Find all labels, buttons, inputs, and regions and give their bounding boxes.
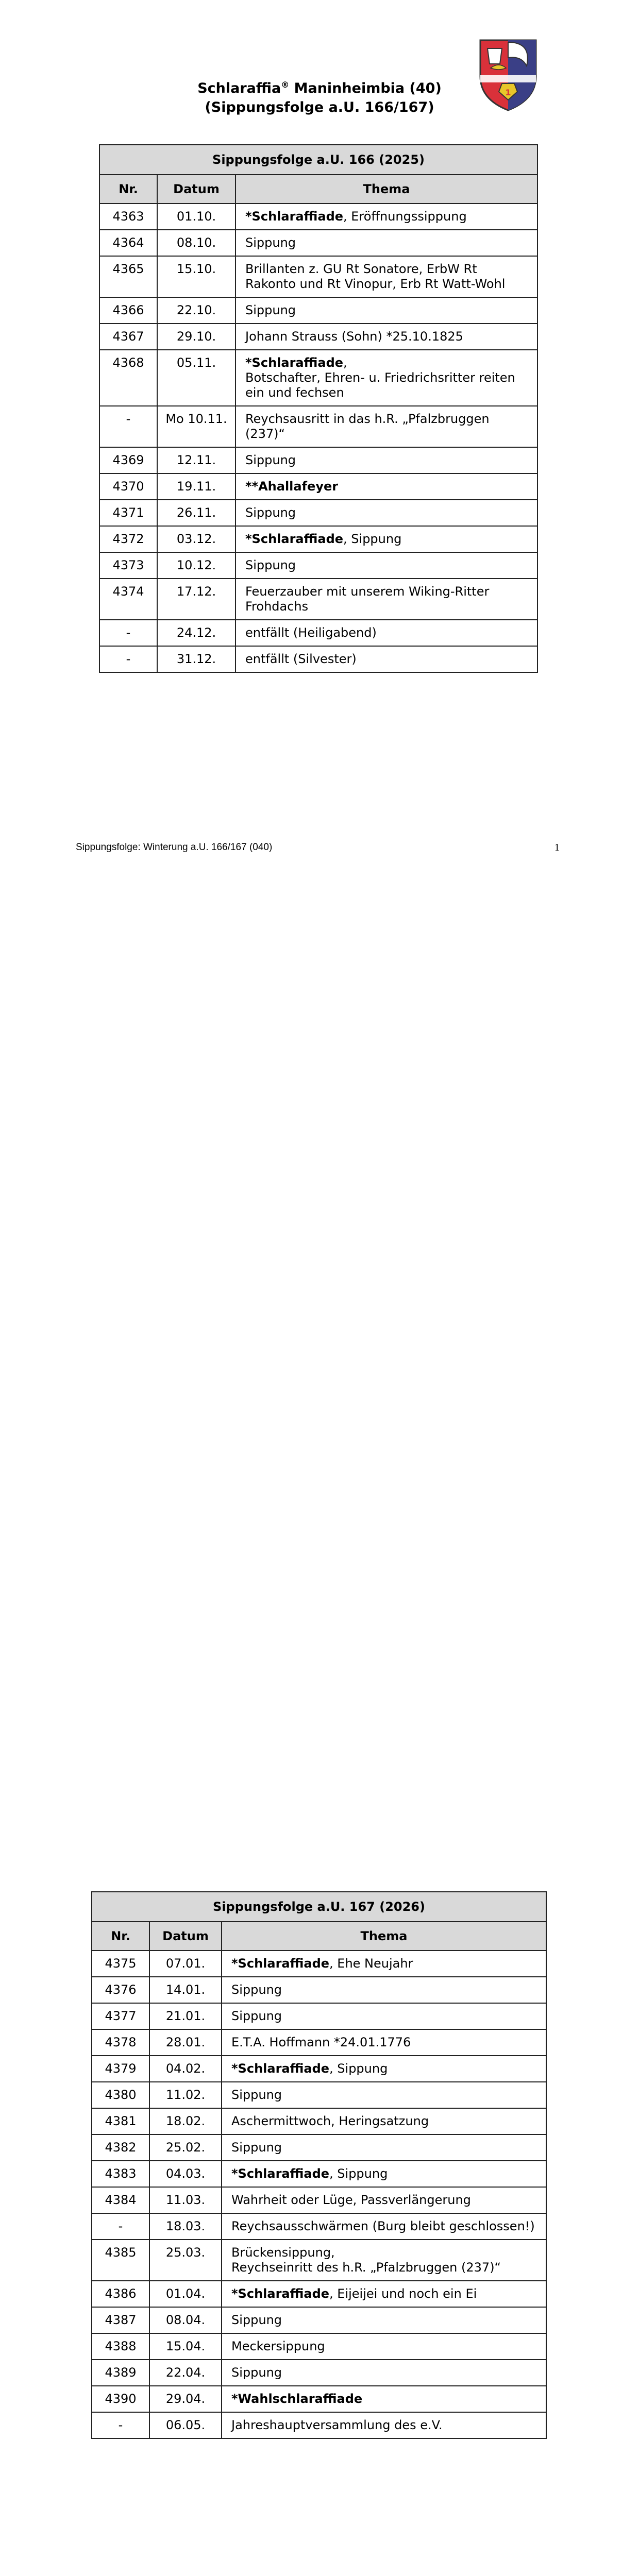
table-row — [99, 526, 537, 552]
sippung-date: 25.02. — [165, 2140, 206, 2155]
table-row — [99, 297, 537, 324]
cell-datum — [149, 2161, 222, 2187]
sippung-number: 4369 — [112, 453, 144, 467]
sippung-date: 01.04. — [165, 2286, 206, 2301]
sippung-date: 10.12. — [176, 558, 216, 572]
cell-datum — [149, 2386, 222, 2412]
table-row — [99, 620, 537, 646]
table-row — [92, 2161, 546, 2187]
cell-nr — [99, 552, 157, 579]
schedule-table-167 — [91, 1891, 547, 2439]
sippung-date: 18.02. — [165, 2114, 206, 2128]
cell-datum — [149, 2187, 222, 2213]
cell-nr — [99, 473, 157, 500]
sippung-number: - — [126, 652, 131, 666]
cell-thema — [222, 2281, 546, 2307]
sippung-date: 14.01. — [165, 1982, 206, 1997]
cell-nr — [92, 2240, 149, 2281]
table-row — [92, 2108, 546, 2134]
sippung-date: 01.10. — [176, 209, 216, 224]
cell-nr — [99, 500, 157, 526]
sippung-date: 15.10. — [176, 262, 216, 276]
cell-nr — [99, 526, 157, 552]
table-row — [92, 1951, 546, 1977]
cell-nr — [92, 2029, 149, 2056]
sippung-date: 08.10. — [176, 235, 216, 250]
sippung-date: 17.12. — [176, 584, 216, 599]
table-row — [99, 646, 537, 672]
column-header-thema: Thema — [222, 1922, 546, 1951]
thema-text: Brückensippung, Reychseinritt des h.R. „Pfalzbruggen (237)“ — [231, 2245, 501, 2275]
thema-text: entfällt (Silvester) — [245, 652, 357, 666]
cell-thema — [222, 2240, 546, 2281]
sippung-date: 29.10. — [176, 329, 216, 344]
sippung-date: 04.02. — [165, 2061, 206, 2076]
sippung-number: 4384 — [105, 2193, 137, 2207]
sippung-number: 4385 — [105, 2245, 137, 2260]
thema-text: Meckersippung — [231, 2339, 325, 2353]
cell-nr — [99, 447, 157, 473]
table-row — [99, 447, 537, 473]
cell-thema — [222, 2003, 546, 2029]
cell-nr — [99, 204, 157, 230]
cell-datum — [149, 2082, 222, 2108]
cell-thema — [236, 620, 537, 646]
cell-nr — [99, 350, 157, 406]
thema-text: Sippung — [231, 1982, 282, 1997]
thema-highlight: *Schlaraffiade — [231, 2061, 330, 2076]
table-row — [92, 2056, 546, 2082]
thema-text: Sippung — [231, 2009, 282, 2023]
thema-text: Reychsausschwärmen (Burg bleibt geschlossen!) — [231, 2219, 535, 2233]
cell-datum — [149, 2333, 222, 2360]
cell-datum — [157, 646, 236, 672]
cell-nr — [99, 297, 157, 324]
cell-thema — [236, 406, 537, 447]
thema-text: Sippung — [245, 558, 296, 572]
page-title: Schlaraffia® Maninheimbia (40) — [197, 80, 442, 96]
sippung-number: 4368 — [112, 355, 144, 370]
table-row — [99, 579, 537, 620]
sippung-number: 4387 — [105, 2313, 137, 2327]
thema-text: , Eijeijei und noch ein Ei — [329, 2286, 477, 2301]
sippung-date: 12.11. — [176, 453, 216, 467]
column-header-datum: Datum — [157, 175, 236, 204]
svg-text:1: 1 — [505, 88, 511, 97]
cell-thema — [222, 2386, 546, 2412]
cell-datum — [149, 2108, 222, 2134]
table-caption: Sippungsfolge a.U. 166 (2025) — [99, 145, 537, 175]
cell-datum — [157, 552, 236, 579]
sippung-number: 4367 — [112, 329, 144, 344]
table-row — [92, 2360, 546, 2386]
sippung-number: 4378 — [105, 2035, 137, 2049]
cell-datum — [149, 2029, 222, 2056]
thema-text: Feuerzauber mit unserem Wiking-Ritter Frohdachs — [245, 584, 490, 614]
thema-text: Johann Strauss (Sohn) *25.10.1825 — [245, 329, 463, 344]
column-header-nr: Nr. — [92, 1922, 149, 1951]
cell-thema — [236, 297, 537, 324]
cell-datum — [149, 2412, 222, 2438]
sippung-date: 21.01. — [165, 2009, 206, 2023]
cell-datum — [149, 2240, 222, 2281]
cell-datum — [157, 204, 236, 230]
thema-text: Sippung — [231, 2365, 282, 2380]
cell-datum — [149, 1951, 222, 1977]
cell-nr — [92, 2333, 149, 2360]
cell-thema — [222, 2213, 546, 2240]
page-2 — [0, 903, 639, 2432]
footer-text: Sippungsfolge: Winterung a.U. 166/167 (040) — [76, 842, 273, 853]
cell-thema — [222, 2360, 546, 2386]
cell-nr — [99, 324, 157, 350]
thema-text: entfällt (Heiligabend) — [245, 625, 377, 640]
cell-thema — [236, 552, 537, 579]
cell-datum — [157, 620, 236, 646]
table-row — [99, 324, 537, 350]
sippung-date: 18.03. — [165, 2219, 206, 2233]
schedule-table-166 — [99, 144, 538, 673]
table-row — [92, 2003, 546, 2029]
table-row — [92, 2386, 546, 2412]
sippung-number: 4371 — [112, 505, 144, 520]
table-row — [92, 2281, 546, 2307]
table-row — [92, 2412, 546, 2438]
thema-text: Sippung — [231, 2140, 282, 2155]
cell-nr — [92, 1977, 149, 2003]
cell-datum — [157, 230, 236, 256]
table-row — [99, 406, 537, 447]
cell-thema — [222, 2333, 546, 2360]
cell-thema — [222, 1977, 546, 2003]
sippung-number: - — [126, 625, 131, 640]
cell-thema — [222, 2108, 546, 2134]
table-row — [99, 552, 537, 579]
sippung-date: 25.03. — [165, 2245, 206, 2260]
page-1 — [0, 0, 639, 903]
cell-datum — [157, 579, 236, 620]
table-row — [92, 2187, 546, 2213]
column-header-datum: Datum — [149, 1922, 222, 1951]
sippung-number: 4363 — [112, 209, 144, 224]
cell-nr — [99, 256, 157, 297]
table-caption: Sippungsfolge a.U. 167 (2026) — [92, 1892, 546, 1922]
thema-text: , Botschafter, Ehren- u. Friedrichsritter reiten ein und fechsen — [245, 355, 515, 400]
cell-nr — [99, 230, 157, 256]
cell-datum — [149, 1977, 222, 2003]
sippung-date: 07.01. — [165, 1956, 206, 1971]
sippung-date: 24.12. — [176, 625, 216, 640]
cell-nr — [99, 579, 157, 620]
cell-thema — [236, 350, 537, 406]
cell-thema — [236, 473, 537, 500]
cell-nr — [92, 2134, 149, 2161]
cell-thema — [236, 526, 537, 552]
table-row — [99, 350, 537, 406]
sippung-number: 4380 — [105, 2088, 137, 2102]
cell-nr — [92, 2307, 149, 2333]
thema-highlight: *Schlaraffiade — [231, 1956, 330, 1971]
cell-thema — [222, 2161, 546, 2187]
cell-thema — [222, 1951, 546, 1977]
sippung-date: Mo 10.11. — [165, 412, 227, 426]
thema-text: Sippung — [245, 235, 296, 250]
table-row — [99, 230, 537, 256]
thema-text: , Sippung — [329, 2166, 388, 2181]
cell-datum — [149, 2213, 222, 2240]
cell-datum — [149, 2281, 222, 2307]
sippung-number: - — [118, 2418, 123, 2432]
cell-datum — [149, 2056, 222, 2082]
sippung-number: 4364 — [112, 235, 144, 250]
thema-text: Wahrheit oder Lüge, Passverlängerung — [231, 2193, 471, 2207]
table-row — [92, 2134, 546, 2161]
cell-nr — [92, 1951, 149, 1977]
thema-text: Sippung — [245, 453, 296, 467]
cell-datum — [157, 324, 236, 350]
thema-highlight: *Schlaraffiade — [245, 209, 344, 224]
table-row — [99, 204, 537, 230]
table-row — [92, 2333, 546, 2360]
sippung-date: 19.11. — [176, 479, 216, 494]
cell-nr — [99, 406, 157, 447]
cell-thema — [222, 2029, 546, 2056]
sippung-number: 4388 — [105, 2339, 137, 2353]
thema-highlight: *Wahlschlaraffiade — [231, 2392, 363, 2406]
thema-text: Sippung — [231, 2088, 282, 2102]
page-number: 1 — [554, 842, 560, 853]
sippung-date: 29.04. — [165, 2392, 206, 2406]
cell-thema — [236, 646, 537, 672]
table-row — [92, 2213, 546, 2240]
sippung-date: 22.04. — [165, 2365, 206, 2380]
cell-nr — [99, 646, 157, 672]
cell-nr — [92, 2003, 149, 2029]
sippung-number: 4376 — [105, 1982, 137, 1997]
thema-text: Sippung — [245, 505, 296, 520]
cell-thema — [222, 2412, 546, 2438]
cell-datum — [149, 2307, 222, 2333]
sippung-number: - — [118, 2219, 123, 2233]
sippung-number: 4389 — [105, 2365, 137, 2380]
thema-text: Jahreshauptversammlung des e.V. — [231, 2418, 443, 2432]
thema-text: Aschermittwoch, Heringsatzung — [231, 2114, 429, 2128]
cell-nr — [99, 620, 157, 646]
sippung-date: 06.05. — [165, 2418, 206, 2432]
cell-datum — [157, 500, 236, 526]
table-row — [92, 2082, 546, 2108]
cell-thema — [236, 204, 537, 230]
sippung-date: 15.04. — [165, 2339, 206, 2353]
table-row — [92, 1977, 546, 2003]
cell-nr — [92, 2360, 149, 2386]
cell-thema — [222, 2082, 546, 2108]
cell-datum — [157, 256, 236, 297]
cell-thema — [236, 447, 537, 473]
crest-icon — [470, 35, 546, 112]
sippung-number: 4374 — [112, 584, 144, 599]
table-row — [99, 500, 537, 526]
cell-nr — [92, 2281, 149, 2307]
thema-highlight: **Ahallafeyer — [245, 479, 339, 494]
sippung-date: 05.11. — [176, 355, 216, 370]
sippung-date: 11.03. — [165, 2193, 206, 2207]
cell-thema — [222, 2134, 546, 2161]
column-header-nr: Nr. — [99, 175, 157, 204]
cell-nr — [92, 2108, 149, 2134]
cell-nr — [92, 2213, 149, 2240]
cell-datum — [157, 473, 236, 500]
thema-text: E.T.A. Hoffmann *24.01.1776 — [231, 2035, 411, 2049]
cell-thema — [236, 230, 537, 256]
sippung-date: 04.03. — [165, 2166, 206, 2181]
cell-nr — [92, 2412, 149, 2438]
sippung-number: 4377 — [105, 2009, 137, 2023]
table-row — [92, 2029, 546, 2056]
thema-highlight: *Schlaraffiade — [231, 2166, 330, 2181]
thema-highlight: *Schlaraffiade — [245, 532, 344, 546]
sippung-number: - — [126, 412, 131, 426]
cell-datum — [157, 447, 236, 473]
sippung-number: 4383 — [105, 2166, 137, 2181]
sippung-number: 4365 — [112, 262, 144, 276]
sippung-date: 26.11. — [176, 505, 216, 520]
table-row — [99, 256, 537, 297]
sippung-date: 11.02. — [165, 2088, 206, 2102]
page-subtitle: (Sippungsfolge a.U. 166/167) — [205, 99, 434, 115]
cell-thema — [236, 500, 537, 526]
cell-nr — [92, 2082, 149, 2108]
cell-thema — [236, 324, 537, 350]
thema-text: , Eröffnungssippung — [343, 209, 467, 224]
sippung-number: 4382 — [105, 2140, 137, 2155]
thema-highlight: *Schlaraffiade — [245, 355, 344, 370]
cell-thema — [222, 2307, 546, 2333]
cell-datum — [157, 526, 236, 552]
thema-text: Sippung — [245, 303, 296, 317]
sippung-number: 4366 — [112, 303, 144, 317]
table-row — [99, 473, 537, 500]
cell-thema — [236, 579, 537, 620]
cell-datum — [157, 350, 236, 406]
thema-text: , Ehe Neujahr — [329, 1956, 413, 1971]
thema-text: , Sippung — [343, 532, 402, 546]
sippung-number: 4386 — [105, 2286, 137, 2301]
cell-thema — [222, 2187, 546, 2213]
sippung-date: 08.04. — [165, 2313, 206, 2327]
table-row — [92, 2240, 546, 2281]
thema-text: , Sippung — [329, 2061, 388, 2076]
sippung-number: 4372 — [112, 532, 144, 546]
sippung-date: 31.12. — [176, 652, 216, 666]
sippung-number: 4373 — [112, 558, 144, 572]
sippung-number: 4379 — [105, 2061, 137, 2076]
sippung-date: 28.01. — [165, 2035, 206, 2049]
sippung-number: 4370 — [112, 479, 144, 494]
sippung-date: 03.12. — [176, 532, 216, 546]
cell-datum — [149, 2360, 222, 2386]
column-header-thema: Thema — [236, 175, 537, 204]
table-row — [92, 2307, 546, 2333]
cell-nr — [92, 2386, 149, 2412]
sippung-number: 4390 — [105, 2392, 137, 2406]
cell-nr — [92, 2056, 149, 2082]
cell-nr — [92, 2161, 149, 2187]
cell-datum — [157, 297, 236, 324]
thema-text: Reychsausritt in das h.R. „Pfalzbruggen (237)“ — [245, 412, 490, 441]
thema-highlight: *Schlaraffiade — [231, 2286, 330, 2301]
thema-text: Sippung — [231, 2313, 282, 2327]
cell-thema — [236, 256, 537, 297]
cell-datum — [149, 2134, 222, 2161]
sippung-number: 4381 — [105, 2114, 137, 2128]
cell-datum — [149, 2003, 222, 2029]
cell-datum — [157, 406, 236, 447]
thema-text: Brillanten z. GU Rt Sonatore, ErbW Rt Rakonto und Rt Vinopur, Erb Rt Watt-Wohl — [245, 262, 506, 291]
cell-thema — [222, 2056, 546, 2082]
cell-nr — [92, 2187, 149, 2213]
sippung-date: 22.10. — [176, 303, 216, 317]
sippung-number: 4375 — [105, 1956, 137, 1971]
